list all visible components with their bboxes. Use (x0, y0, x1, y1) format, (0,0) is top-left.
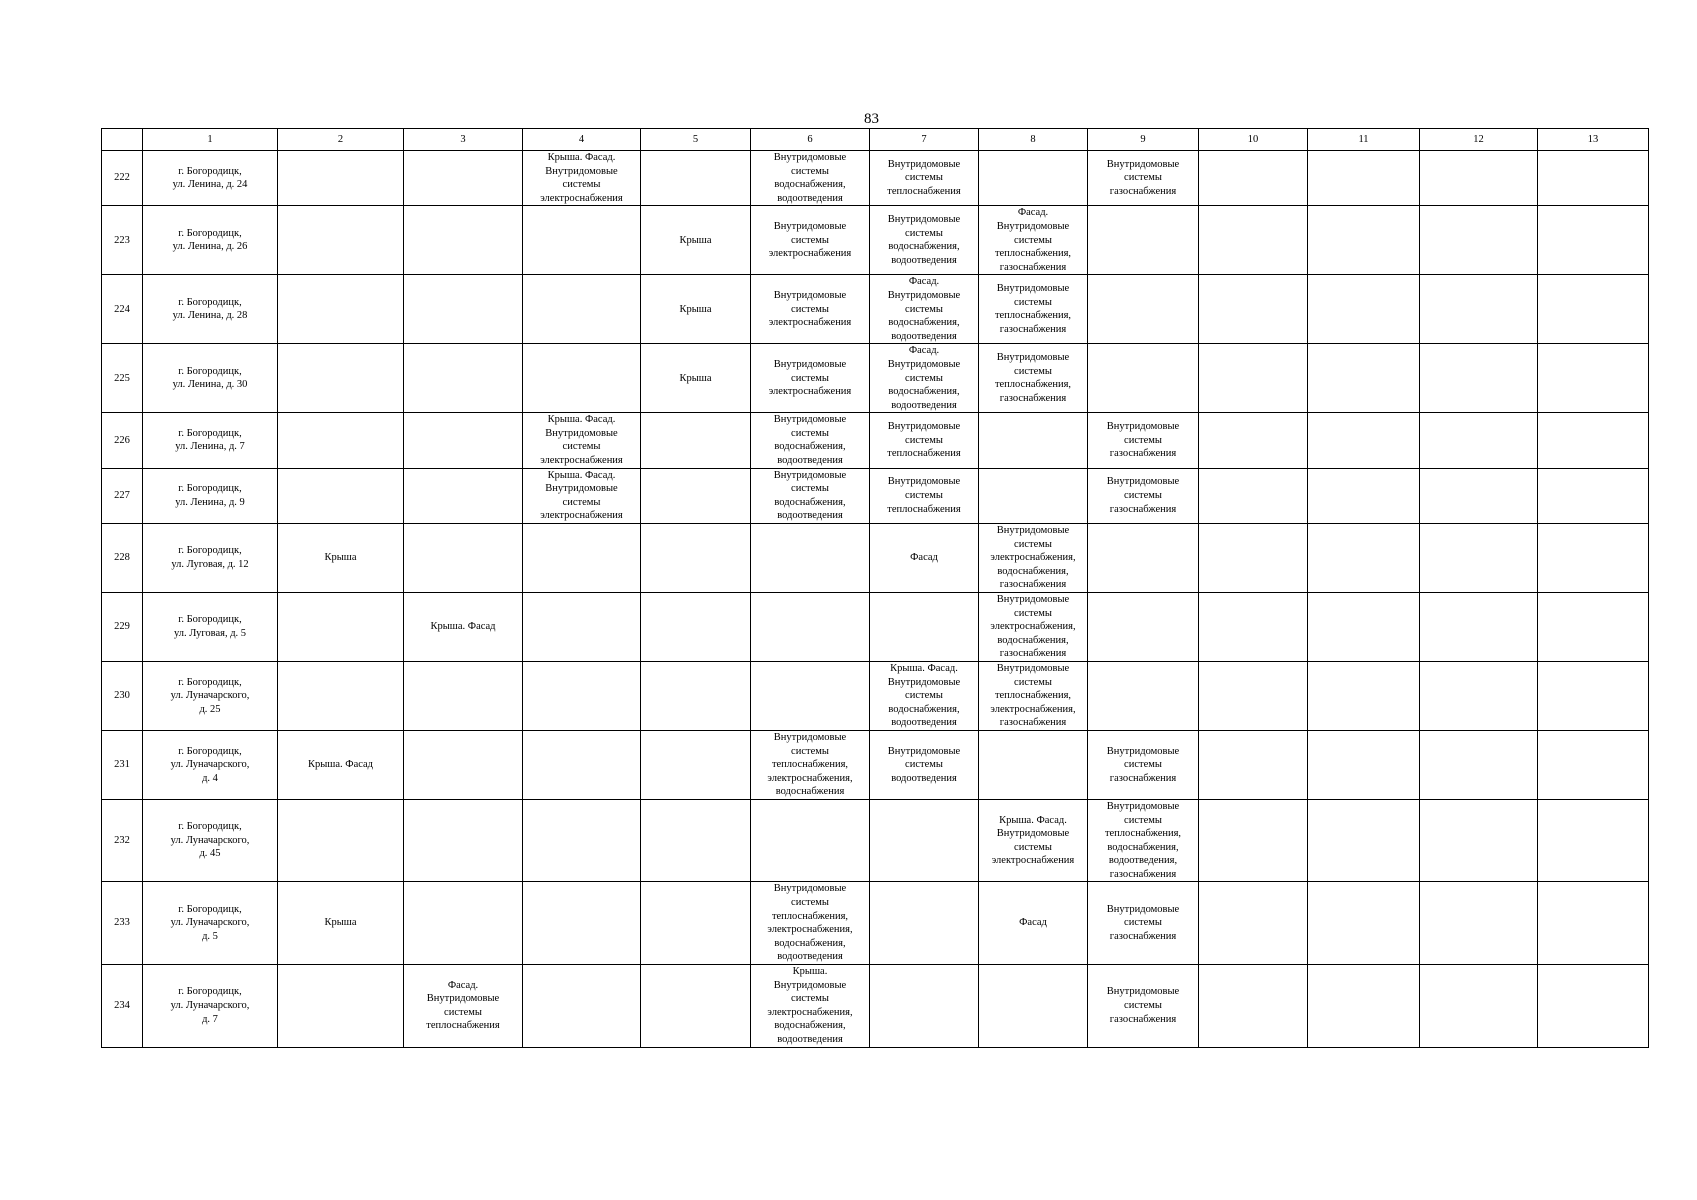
work-cell-col-2: Крыша. Фасад (278, 730, 404, 799)
work-cell-col-8: Фасад (979, 882, 1088, 965)
work-cell-col-10 (1199, 661, 1308, 730)
work-cell-col-11 (1308, 661, 1420, 730)
row-number-cell: 224 (102, 275, 143, 344)
work-cell-col-13 (1538, 593, 1649, 662)
work-cell-col-7: Фасад (870, 524, 979, 593)
work-cell-col-12 (1420, 206, 1538, 275)
work-cell-col-7: Внутридомовые системы теплоснабжения (870, 151, 979, 206)
address-cell: г. Богородицк, ул. Луговая, д. 5 (143, 593, 278, 662)
table-row (102, 275, 1649, 344)
work-cell-col-3 (404, 799, 523, 882)
column-header: 8 (979, 129, 1088, 151)
work-cell-col-5: Крыша (641, 206, 751, 275)
work-cell-col-4 (523, 344, 641, 413)
work-cell-col-13 (1538, 730, 1649, 799)
work-cell-col-2 (278, 275, 404, 344)
work-cell-col-8 (979, 151, 1088, 206)
row-number-cell: 231 (102, 730, 143, 799)
column-header: 10 (1199, 129, 1308, 151)
work-cell-col-5 (641, 799, 751, 882)
address-cell: г. Богородицк, ул. Луначарского, д. 4 (143, 730, 278, 799)
work-cell-col-2 (278, 344, 404, 413)
work-cell-col-9: Внутридомовые системы газоснабжения (1088, 730, 1199, 799)
row-number-cell: 233 (102, 882, 143, 965)
row-number-cell: 223 (102, 206, 143, 275)
work-cell-col-3 (404, 730, 523, 799)
table-row (102, 344, 1649, 413)
work-cell-col-2 (278, 151, 404, 206)
work-cell-col-4 (523, 206, 641, 275)
column-header: 4 (523, 129, 641, 151)
column-header (102, 129, 143, 151)
work-cell-col-10 (1199, 206, 1308, 275)
work-cell-col-9 (1088, 275, 1199, 344)
work-cell-col-13 (1538, 965, 1649, 1048)
work-cell-col-9 (1088, 344, 1199, 413)
work-cell-col-8 (979, 730, 1088, 799)
work-cell-col-8 (979, 413, 1088, 468)
work-cell-col-3 (404, 413, 523, 468)
work-cell-col-10 (1199, 413, 1308, 468)
column-header: 3 (404, 129, 523, 151)
column-header: 6 (751, 129, 870, 151)
work-cell-col-3 (404, 468, 523, 523)
work-cell-col-4: Крыша. Фасад. Внутридомовые системы электроснабжения (523, 413, 641, 468)
work-cell-col-3 (404, 151, 523, 206)
work-cell-col-8: Крыша. Фасад. Внутридомовые системы электроснабжения (979, 799, 1088, 882)
work-cell-col-7 (870, 593, 979, 662)
work-cell-col-7: Фасад. Внутридомовые системы водоснабжения, водоотведения (870, 275, 979, 344)
row-number-cell: 222 (102, 151, 143, 206)
address-cell: г. Богородицк, ул. Ленина, д. 30 (143, 344, 278, 413)
column-header: 13 (1538, 129, 1649, 151)
table-body (102, 151, 1649, 1048)
work-cell-col-7: Внутридомовые системы теплоснабжения (870, 413, 979, 468)
work-cell-col-5 (641, 661, 751, 730)
work-cell-col-3 (404, 661, 523, 730)
work-cell-col-9: Внутридомовые системы газоснабжения (1088, 882, 1199, 965)
work-cell-col-9 (1088, 206, 1199, 275)
work-cell-col-3 (404, 275, 523, 344)
work-cell-col-4 (523, 524, 641, 593)
work-cell-col-8: Внутридомовые системы теплоснабжения, электроснабжения, газоснабжения (979, 661, 1088, 730)
repair-schedule-table (101, 128, 1649, 1048)
work-cell-col-11 (1308, 965, 1420, 1048)
work-cell-col-4 (523, 593, 641, 662)
work-cell-col-3 (404, 882, 523, 965)
work-cell-col-6: Внутридомовые системы электроснабжения (751, 206, 870, 275)
address-cell: г. Богородицк, ул. Луговая, д. 12 (143, 524, 278, 593)
work-cell-col-11 (1308, 151, 1420, 206)
work-cell-col-2: Крыша (278, 882, 404, 965)
work-cell-col-4 (523, 965, 641, 1048)
work-cell-col-12 (1420, 413, 1538, 468)
work-cell-col-6 (751, 524, 870, 593)
work-cell-col-9: Внутридомовые системы газоснабжения (1088, 151, 1199, 206)
work-cell-col-12 (1420, 661, 1538, 730)
row-number-cell: 234 (102, 965, 143, 1048)
work-cell-col-6: Внутридомовые системы водоснабжения, водоотведения (751, 151, 870, 206)
work-cell-col-5 (641, 413, 751, 468)
work-cell-col-2: Крыша (278, 524, 404, 593)
work-cell-col-10 (1199, 275, 1308, 344)
work-cell-col-7: Внутридомовые системы теплоснабжения (870, 468, 979, 523)
work-cell-col-5 (641, 965, 751, 1048)
work-cell-col-9 (1088, 661, 1199, 730)
header-row (102, 129, 1649, 151)
work-cell-col-13 (1538, 151, 1649, 206)
work-cell-col-11 (1308, 524, 1420, 593)
address-cell: г. Богородицк, ул. Луначарского, д. 45 (143, 799, 278, 882)
work-cell-col-12 (1420, 468, 1538, 523)
work-cell-col-6: Внутридомовые системы водоснабжения, водоотведения (751, 413, 870, 468)
work-cell-col-13 (1538, 413, 1649, 468)
work-cell-col-10 (1199, 468, 1308, 523)
work-cell-col-8: Внутридомовые системы теплоснабжения, газоснабжения (979, 344, 1088, 413)
work-cell-col-4 (523, 799, 641, 882)
work-cell-col-7: Внутридомовые системы водоотведения (870, 730, 979, 799)
work-cell-col-4 (523, 661, 641, 730)
work-cell-col-10 (1199, 799, 1308, 882)
work-cell-col-7: Внутридомовые системы водоснабжения, водоотведения (870, 206, 979, 275)
work-cell-col-2 (278, 206, 404, 275)
row-number-cell: 225 (102, 344, 143, 413)
work-cell-col-9 (1088, 593, 1199, 662)
work-cell-col-2 (278, 468, 404, 523)
row-number-cell: 232 (102, 799, 143, 882)
work-cell-col-11 (1308, 593, 1420, 662)
column-header: 5 (641, 129, 751, 151)
address-cell: г. Богородицк, ул. Луначарского, д. 5 (143, 882, 278, 965)
work-cell-col-10 (1199, 344, 1308, 413)
work-cell-col-7: Фасад. Внутридомовые системы водоснабжения, водоотведения (870, 344, 979, 413)
work-cell-col-11 (1308, 468, 1420, 523)
work-cell-col-5 (641, 524, 751, 593)
work-cell-col-3 (404, 344, 523, 413)
work-cell-col-12 (1420, 593, 1538, 662)
work-cell-col-10 (1199, 882, 1308, 965)
work-cell-col-3: Крыша. Фасад (404, 593, 523, 662)
work-cell-col-13 (1538, 661, 1649, 730)
work-cell-col-8: Внутридомовые системы электроснабжения, водоснабжения, газоснабжения (979, 593, 1088, 662)
column-header: 11 (1308, 129, 1420, 151)
work-cell-col-6 (751, 661, 870, 730)
work-cell-col-5 (641, 730, 751, 799)
work-cell-col-6: Внутридомовые системы электроснабжения (751, 275, 870, 344)
row-number-cell: 226 (102, 413, 143, 468)
table-row (102, 882, 1649, 965)
work-cell-col-13 (1538, 206, 1649, 275)
work-cell-col-11 (1308, 730, 1420, 799)
column-header: 2 (278, 129, 404, 151)
address-cell: г. Богородицк, ул. Луначарского, д. 7 (143, 965, 278, 1048)
work-cell-col-11 (1308, 206, 1420, 275)
table-row (102, 468, 1649, 523)
table-row (102, 413, 1649, 468)
work-cell-col-13 (1538, 275, 1649, 344)
column-header: 9 (1088, 129, 1199, 151)
work-cell-col-10 (1199, 593, 1308, 662)
work-cell-col-12 (1420, 882, 1538, 965)
work-cell-col-5: Крыша (641, 275, 751, 344)
work-cell-col-5 (641, 593, 751, 662)
work-cell-col-8: Внутридомовые системы теплоснабжения, газоснабжения (979, 275, 1088, 344)
work-cell-col-11 (1308, 799, 1420, 882)
work-cell-col-8: Фасад. Внутридомовые системы теплоснабжения, газоснабжения (979, 206, 1088, 275)
work-cell-col-6: Крыша. Внутридомовые системы электроснабжения, водоснабжения, водоотведения (751, 965, 870, 1048)
work-cell-col-6: Внутридомовые системы водоснабжения, водоотведения (751, 468, 870, 523)
work-cell-col-10 (1199, 151, 1308, 206)
work-cell-col-12 (1420, 730, 1538, 799)
work-cell-col-9: Внутридомовые системы газоснабжения (1088, 413, 1199, 468)
work-cell-col-10 (1199, 965, 1308, 1048)
row-number-cell: 227 (102, 468, 143, 523)
row-number-cell: 230 (102, 661, 143, 730)
work-cell-col-3 (404, 524, 523, 593)
work-cell-col-13 (1538, 524, 1649, 593)
work-cell-col-5 (641, 151, 751, 206)
work-cell-col-6 (751, 799, 870, 882)
work-cell-col-2 (278, 799, 404, 882)
work-cell-col-8 (979, 965, 1088, 1048)
table-row (102, 965, 1649, 1048)
work-cell-col-12 (1420, 799, 1538, 882)
table-row (102, 799, 1649, 882)
address-cell: г. Богородицк, ул. Ленина, д. 7 (143, 413, 278, 468)
work-cell-col-8: Внутридомовые системы электроснабжения, водоснабжения, газоснабжения (979, 524, 1088, 593)
work-cell-col-7 (870, 965, 979, 1048)
work-cell-col-4: Крыша. Фасад. Внутридомовые системы электроснабжения (523, 151, 641, 206)
address-cell: г. Богородицк, ул. Ленина, д. 9 (143, 468, 278, 523)
work-cell-col-11 (1308, 882, 1420, 965)
work-cell-col-6: Внутридомовые системы теплоснабжения, электроснабжения, водоснабжения (751, 730, 870, 799)
address-cell: г. Богородицк, ул. Ленина, д. 28 (143, 275, 278, 344)
address-cell: г. Богородицк, ул. Ленина, д. 24 (143, 151, 278, 206)
work-cell-col-5: Крыша (641, 344, 751, 413)
work-cell-col-4 (523, 730, 641, 799)
work-cell-col-3 (404, 206, 523, 275)
work-cell-col-2 (278, 413, 404, 468)
column-header: 12 (1420, 129, 1538, 151)
work-cell-col-13 (1538, 799, 1649, 882)
work-cell-col-12 (1420, 151, 1538, 206)
column-header: 7 (870, 129, 979, 151)
address-cell: г. Богородицк, ул. Луначарского, д. 25 (143, 661, 278, 730)
table-row (102, 524, 1649, 593)
work-cell-col-6 (751, 593, 870, 662)
table-row (102, 661, 1649, 730)
work-cell-col-12 (1420, 965, 1538, 1048)
column-header: 1 (143, 129, 278, 151)
work-cell-col-11 (1308, 413, 1420, 468)
work-cell-col-2 (278, 965, 404, 1048)
work-cell-col-6: Внутридомовые системы электроснабжения (751, 344, 870, 413)
work-cell-col-5 (641, 882, 751, 965)
work-cell-col-12 (1420, 524, 1538, 593)
work-cell-col-4 (523, 275, 641, 344)
work-cell-col-7 (870, 799, 979, 882)
work-cell-col-13 (1538, 882, 1649, 965)
work-cell-col-5 (641, 468, 751, 523)
work-cell-col-9: Внутридомовые системы газоснабжения (1088, 468, 1199, 523)
work-cell-col-11 (1308, 275, 1420, 344)
work-cell-col-10 (1199, 730, 1308, 799)
work-cell-col-13 (1538, 344, 1649, 413)
table-row (102, 730, 1649, 799)
work-cell-col-12 (1420, 344, 1538, 413)
table-row (102, 151, 1649, 206)
work-cell-col-4 (523, 882, 641, 965)
work-cell-col-2 (278, 661, 404, 730)
table-row (102, 593, 1649, 662)
table-row (102, 206, 1649, 275)
work-cell-col-7 (870, 882, 979, 965)
work-cell-col-9: Внутридомовые системы теплоснабжения, водоснабжения, водоотведения, газоснабжения (1088, 799, 1199, 882)
work-cell-col-8 (979, 468, 1088, 523)
work-cell-col-9: Внутридомовые системы газоснабжения (1088, 965, 1199, 1048)
address-cell: г. Богородицк, ул. Ленина, д. 26 (143, 206, 278, 275)
work-cell-col-11 (1308, 344, 1420, 413)
work-cell-col-2 (278, 593, 404, 662)
work-cell-col-7: Крыша. Фасад. Внутридомовые системы водоснабжения, водоотведения (870, 661, 979, 730)
row-number-cell: 229 (102, 593, 143, 662)
page-number: 83 (864, 111, 879, 127)
work-cell-col-12 (1420, 275, 1538, 344)
work-cell-col-4: Крыша. Фасад. Внутридомовые системы электроснабжения (523, 468, 641, 523)
row-number-cell: 228 (102, 524, 143, 593)
work-cell-col-10 (1199, 524, 1308, 593)
work-cell-col-3: Фасад. Внутридомовые системы теплоснабжения (404, 965, 523, 1048)
work-cell-col-9 (1088, 524, 1199, 593)
work-cell-col-13 (1538, 468, 1649, 523)
work-cell-col-6: Внутридомовые системы теплоснабжения, электроснабжения, водоснабжения, водоотведения (751, 882, 870, 965)
